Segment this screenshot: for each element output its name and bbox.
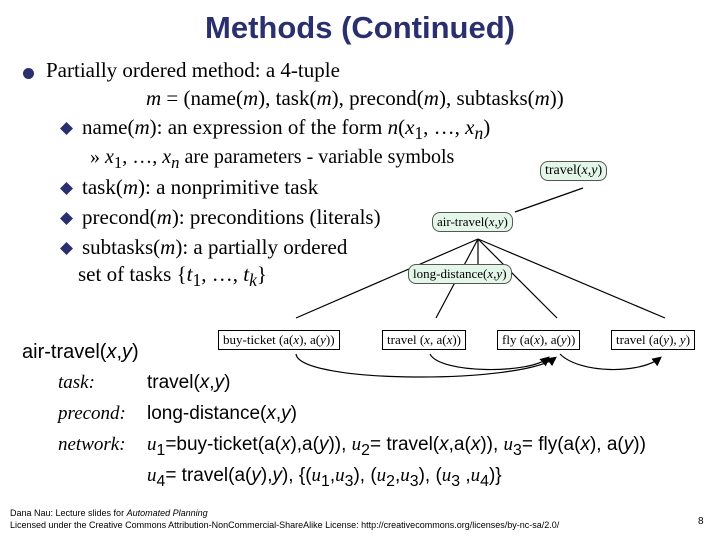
node-travel: travel(x,y)	[540, 161, 607, 181]
footer-credit: Dana Nau: Lecture slides for Automated Planning	[10, 508, 208, 518]
sub-bullet-subtasks-cont: set of tasks {$t_1$, …, $t_k$}	[78, 262, 267, 291]
network-line-1: $u_1=buy-ticket(a(x),a(y))$, $u_2=$ travel(x,a(x)), $u_3= fly(a(x)$, a(y))	[147, 434, 646, 459]
footer-license: Licensed under the Creative Commons Attribution-NonCommercial-ShareAlike License: http://creativecommons.org/licenses/by-nc-sa/2.0/	[10, 520, 560, 530]
sub-sub-bullet-params: » $x_1$, …, $x_n$ are parameters - variable symbols	[90, 146, 455, 172]
node-long-distance: long-distance(x,y)	[408, 264, 512, 284]
edge-travel-airtravel	[515, 188, 583, 212]
sub-bullet-precond: precond(m): preconditions (literals)	[82, 205, 381, 229]
definition-head: air-travel(x,y)	[22, 341, 139, 363]
node-fly: fly (a(x), a(y))	[497, 330, 580, 350]
slide-title: Methods (Continued)	[205, 10, 515, 45]
network-line-2: $u_4=$ travel(a(y),y), {$(u_1,u_3)$, $(u_2,u_3)$, ($u_3$ $,u_4$)}	[147, 465, 502, 490]
node-travel-x-ax: travel (x, a(x))	[382, 330, 466, 350]
network-label: network:	[58, 434, 126, 455]
tuple-line: m = (name(m), task(m), precond(m), subtasks(m))	[146, 86, 564, 110]
page-number: 8	[698, 516, 704, 527]
node-travel-ay-y: travel (a(y), y)	[611, 330, 695, 350]
sub-bullet-subtasks: subtasks(m): a partially ordered	[82, 235, 348, 259]
order-arrow-u1-u3	[296, 354, 555, 377]
order-arrow-u3-u4	[560, 354, 660, 370]
precond-value: long-distance(x,y)	[147, 403, 297, 424]
node-air-travel: air-travel(x,y)	[432, 212, 513, 232]
sub-bullet-name: name(m): an expression of the form $n(x_1$, …, $x_n$)	[82, 115, 491, 144]
precond-label: precond:	[58, 403, 126, 424]
bullet-main: Partially ordered method: a 4-tuple	[46, 58, 340, 82]
node-buy-ticket: buy-ticket (a(x), a(y))	[218, 330, 340, 350]
task-label: task:	[58, 372, 95, 393]
task-value: travel(x,y)	[147, 372, 231, 393]
sub-bullet-task: task(m): a nonprimitive task	[82, 175, 319, 199]
